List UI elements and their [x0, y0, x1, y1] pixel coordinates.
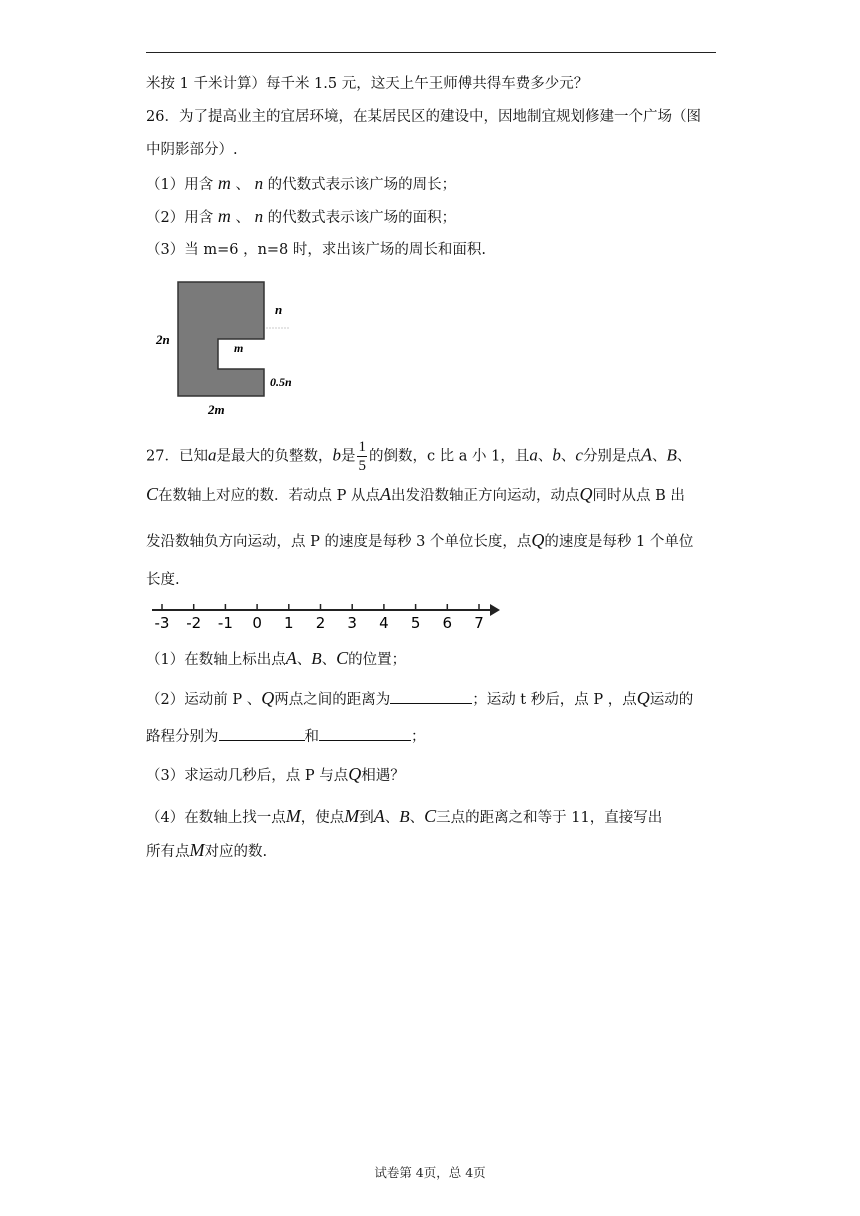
plaza-figure [150, 276, 310, 418]
q27-l3-b: 的速度是每秒 1 个单位 [544, 534, 694, 550]
sep: 、 [560, 448, 576, 465]
number-line-tick-label: -3 [154, 614, 170, 632]
fraction-denominator: 5 [358, 458, 366, 474]
sep: 、 [409, 810, 425, 826]
var-a: a [529, 445, 538, 465]
q27-sub1 [146, 648, 406, 670]
sep: 、 [296, 652, 312, 668]
q27-sub4b [146, 840, 267, 862]
number-line-tick-label: 1 [284, 614, 294, 632]
var-Q: Q [636, 688, 650, 708]
q26-part1 [146, 173, 456, 195]
q27-s2-mid2: ；运动 t 秒后，点 P ，点 [472, 692, 637, 708]
sep: 、 [235, 177, 250, 193]
q27-line3 [146, 530, 693, 552]
q27-s4-mid: ，使点 [300, 810, 345, 826]
var-Q: Q [579, 484, 593, 504]
q25-continuation [146, 74, 588, 94]
var-A: A [640, 444, 652, 465]
number-line-arrow [490, 604, 500, 616]
q27-line4 [146, 570, 180, 590]
answer-blank-p-path[interactable] [219, 726, 305, 741]
sep: 、 [676, 448, 692, 465]
q27-l1-d: 的倒数，c 比 a 小 1，且 [368, 448, 530, 465]
q27-s3-pre: （3）求运动几秒后，点 P 与点 [146, 768, 349, 784]
q27-s4-pre: （4）在数轴上找一点 [146, 810, 286, 826]
var-B: B [311, 649, 322, 668]
q27-sub2b [146, 726, 426, 747]
var-M: M [285, 806, 301, 826]
q27-s1-pre: （1）在数轴上标出点 [146, 652, 286, 668]
q27-l1-b: 是最大的负整数， [216, 448, 333, 465]
fraction-numerator: 1 [358, 439, 366, 455]
q27-sub3 [146, 764, 405, 786]
q27-s2-pre: （2）运动前 P 、 [146, 692, 262, 708]
q26-p1-pre: （1）用含 [146, 177, 214, 193]
header-rule [146, 52, 716, 53]
q27-l2-c: 出发沿数轴正方向运动，动点 [391, 488, 580, 504]
number-line-tick-label: 2 [315, 614, 326, 632]
page-footer [0, 1163, 860, 1181]
q27-s4b-post: 对应的数. [204, 844, 268, 860]
var-C: C [336, 648, 349, 668]
number-line-tick-label: 6 [442, 614, 453, 632]
q27-sub4 [146, 806, 662, 828]
var-M: M [189, 840, 205, 860]
number-line [150, 598, 506, 634]
label-2n: 2n [156, 332, 170, 347]
var-m: m [217, 173, 231, 193]
plaza-shape [178, 282, 264, 396]
number-line-tick-label: -1 [217, 614, 233, 632]
q27-line2 [146, 484, 685, 506]
q27-s1-post: 的位置； [348, 652, 407, 668]
q25-text: 米按 1 千米计算）每千米 1.5 元，这天上午王师傅共得车费多少元？ [146, 76, 589, 92]
q26-intro-line2 [146, 140, 238, 160]
q27-s2-post: 运动的 [649, 692, 694, 708]
q27-l1-c: 是 [340, 448, 356, 465]
var-C: C [146, 484, 159, 504]
var-c: c [575, 445, 583, 465]
number-line-tick-label: 5 [410, 614, 421, 632]
q27-l4: 长度. [146, 572, 180, 588]
q26-p3-text: （3）当 m=6 ，n=8 时，求出该广场的周长和面积. [146, 242, 486, 258]
sep: 、 [537, 448, 553, 465]
q27-sub2 [146, 688, 693, 710]
q27-l2-b: 在数轴上对应的数．若动点 P 从点 [158, 488, 380, 504]
q27-s4-mid2: 到 [359, 810, 374, 826]
q27-s2b-and: 和 [304, 729, 319, 745]
q26-p2-post: 的代数式表示该广场的面积； [267, 210, 457, 226]
label-0-5n: 0.5n [270, 375, 292, 389]
q26-p2-pre: （2）用含 [146, 210, 214, 226]
number-line-ticks [155, 604, 484, 632]
q26-intro-text2: 中阴影部分）. [146, 142, 238, 158]
q27-s2b-end: ； [411, 729, 426, 745]
label-2m: 2m [208, 402, 225, 417]
q27-l3: 发沿数轴负方向运动，点 P 的速度是每秒 3 个单位长度，点 [146, 534, 532, 550]
sep: 、 [321, 652, 337, 668]
answer-blank-distance[interactable] [390, 689, 472, 704]
number-line-tick-label: 7 [474, 614, 484, 632]
sep: 、 [651, 448, 667, 465]
q26-p1-post: 的代数式表示该广场的周长； [267, 177, 457, 193]
sep: 、 [384, 810, 400, 826]
var-A: A [285, 648, 297, 668]
q27-s2-mid: 两点之间的距离为 [274, 692, 391, 708]
var-B: B [666, 445, 677, 465]
var-n: n [254, 174, 264, 193]
var-Q: Q [348, 764, 362, 784]
var-b: b [552, 445, 561, 465]
var-A: A [380, 484, 391, 504]
sep: 、 [235, 210, 250, 226]
var-B: B [399, 807, 410, 826]
q27-s3-post: 相遇？ [361, 768, 405, 784]
page-number: 试卷第 4页，总 4页 [374, 1165, 486, 1180]
fraction-one-fifth [357, 438, 367, 475]
q27-s2b-pre: 路程分别为 [146, 729, 219, 745]
q27-s4b-pre: 所有点 [146, 844, 190, 860]
q26-intro-line1 [146, 107, 701, 127]
var-Q: Q [531, 530, 545, 550]
answer-blank-q-path[interactable] [319, 726, 411, 741]
label-m: m [234, 341, 244, 355]
var-b: b [332, 445, 341, 465]
q27-l1-a: 27．已知 [146, 448, 208, 465]
var-A: A [373, 806, 385, 826]
var-Q: Q [261, 688, 275, 708]
label-n: n [275, 302, 283, 317]
q26-part3 [146, 240, 486, 260]
q27-line1 [146, 438, 691, 475]
number-line-tick-label: 4 [379, 614, 389, 632]
var-a: a [207, 445, 217, 465]
number-line-tick-label: -2 [186, 614, 202, 632]
var-M: M [344, 806, 360, 826]
q27-s4-post: 三点的距离之和等于 11，直接写出 [436, 810, 663, 826]
number-line-tick-label: 0 [252, 614, 262, 632]
q26-intro-text1: 26．为了提高业主的宜居环境，在某居民区的建设中，因地制宜规划修建一个广场（图 [146, 109, 701, 125]
var-n: n [254, 207, 264, 226]
number-line-tick-label: 3 [347, 614, 357, 632]
q26-part2 [146, 206, 456, 228]
var-C: C [424, 806, 437, 826]
q27-l2-d: 同时从点 B 出 [592, 488, 685, 504]
q27-l1-e: 分别是点 [582, 448, 641, 465]
var-m: m [217, 206, 231, 226]
